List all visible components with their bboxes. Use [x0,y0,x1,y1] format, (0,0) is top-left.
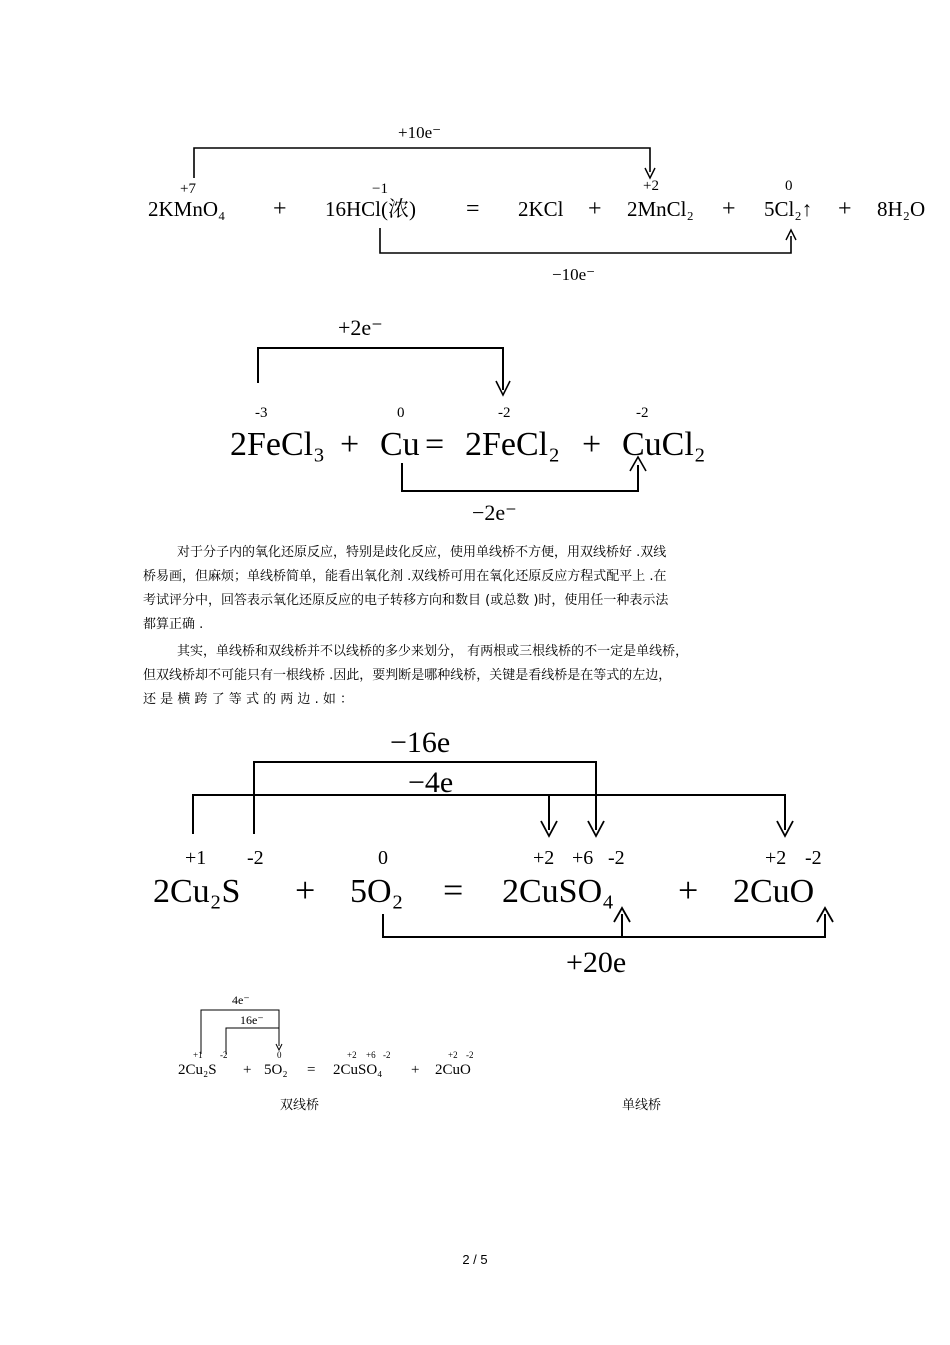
char: . [314,692,319,707]
term-cucl2: CuCl₂ [622,426,706,463]
electron-loss-label: −2e⁻ [472,500,517,525]
paragraph-line: 考试评分中，回答表示氧化还原反应的电子转移方向和数目 (或总数 )时，使用任一种表示法 [143,593,669,608]
ox-state-o: 0 [277,1050,282,1060]
page-number: 2 / 5 [462,1252,488,1267]
ox-state-cu-product: -2 [636,405,649,421]
bridge-line-16e [226,1028,279,1054]
char: 横 [177,692,191,707]
term-2cu2s: 2Cu₂S [153,873,241,910]
ox-state-s: -2 [247,847,264,869]
char: 如 [322,692,336,707]
loss-bridge-line [402,463,638,491]
plus-sign: + [243,1062,252,1078]
ox-state-o-oxide: -2 [466,1050,474,1060]
electron-4-label: 4e⁻ [232,993,250,1007]
equals-sign: = [425,426,445,463]
paragraph-line: 但双线桥却不可能只有一根线桥 .因此，要判断是哪种线桥，关键是看线桥是在等式的左边， [143,668,672,683]
ox-state-o-oxide: -2 [805,847,822,869]
electron-4-label: −4e [408,766,454,799]
ox-state-o-product: -2 [383,1050,391,1060]
term-2mncl2: 2MnCl₂ [627,197,694,221]
gain-bridge-line [194,148,650,178]
electron-20-label: +20e [566,946,627,979]
ox-state-s: -2 [220,1050,228,1060]
term-2cuso4: 2CuSO₄ [333,1062,383,1078]
ox-state-cu: +1 [193,1050,203,1060]
char: 等 [228,692,242,707]
term-8h2o: 8H₂O [877,197,926,221]
ox-state-o: 0 [378,847,388,869]
ox-state-o-product: -2 [608,847,625,869]
char: 的 [263,692,277,707]
gain-bridge-line [258,348,503,390]
char: 式 [245,692,259,707]
term-2cuo: 2CuO [435,1062,471,1078]
paragraph-line: 其实，单线桥和双线桥并不以线桥的多少来划分， 有两根或三根线桥的不一定是单线桥， [177,644,689,659]
ox-state-mn-product: +2 [643,178,659,194]
ox-state-cl2: 0 [785,178,793,194]
plus-sign: + [588,196,602,222]
char: 还 [143,692,157,707]
equation-fecl3-cu [0,305,950,530]
plus-sign: + [411,1062,420,1078]
ox-state-cu-oxide: +2 [448,1050,458,1060]
equals-sign: = [466,196,480,222]
ox-state-s-product: +6 [366,1050,376,1060]
term-2fecl3: 2FeCl₃ [230,426,325,463]
char: ： [340,692,354,707]
term-cu: Cu [380,426,420,463]
plus-sign: + [678,870,699,910]
char: 是 [160,692,174,707]
term-2cuo: 2CuO [733,873,815,910]
term-2fecl2: 2FeCl₂ [465,426,560,463]
electron-16-label: −16e [390,726,451,759]
char: 了 [211,692,225,707]
paragraph-1 [143,541,807,637]
term-2kmno4: 2KMnO₄ [148,197,226,221]
plus-sign: + [722,196,736,222]
term-2cu2s: 2Cu₂S [178,1062,217,1078]
plus-sign: + [273,196,287,222]
electron-loss-label: −10e⁻ [552,265,596,284]
electron-gain-label: +2e⁻ [338,315,383,340]
ox-state-fe-product: -2 [498,405,511,421]
term-2kcl: 2KCl [518,197,564,221]
paragraph-justified-line [143,688,807,712]
equals-sign: = [443,870,464,910]
plus-sign: + [582,426,602,463]
term-16hcl: 16HCl(浓) [325,197,416,221]
caption-double-bridge: 双线桥 [280,1098,320,1113]
electron-gain-label: +10e⁻ [398,123,442,142]
paragraph-line: 都算正确 . [143,617,204,632]
equation-cu2s-o2-small [0,988,950,1083]
ox-state-cu: 0 [397,405,405,421]
plus-sign: + [838,196,852,222]
char: 跨 [194,692,208,707]
term-5o2: 5O₂ [264,1062,288,1078]
term-5cl2: 5Cl₂↑ [764,197,813,221]
equation-cu2s-o2-large [0,722,950,987]
ox-state-cu-product: +2 [533,847,555,869]
char: 两 [280,692,294,707]
caption-single-bridge: 单线桥 [622,1098,662,1113]
ox-state-cu: +1 [185,847,207,869]
paragraph-line: 对于分子内的氧化还原反应，特别是歧化反应，使用单线桥不方便，用双线桥好 .双线 [177,545,667,560]
equation-kmno4-hcl [0,110,950,290]
paragraph-2 [143,640,807,712]
bridge-line-20e [383,914,825,937]
ox-state-cu-oxide: +2 [765,847,787,869]
paragraph-line: 桥易画，但麻烦；单线桥简单，能看出氧化剂 .双线桥可用在氧化还原反应方程式配平上 .在 [143,569,667,584]
bridge-line-4e [193,795,785,834]
ox-state-n: -3 [255,405,268,421]
ox-state-s-product: +6 [572,847,594,869]
plus-sign: + [295,870,316,910]
term-5o2: 5O₂ [350,873,404,910]
char: 边 [297,692,311,707]
ox-state-mn: +7 [180,181,196,197]
plus-sign: + [340,426,360,463]
loss-bridge-line [380,228,791,253]
term-2cuso4: 2CuSO₄ [502,873,614,910]
ox-state-cl-reactant: −1 [372,181,388,197]
equals-sign: = [307,1062,316,1078]
ox-state-cu-product: +2 [347,1050,357,1060]
electron-16-label: 16e⁻ [240,1013,264,1027]
